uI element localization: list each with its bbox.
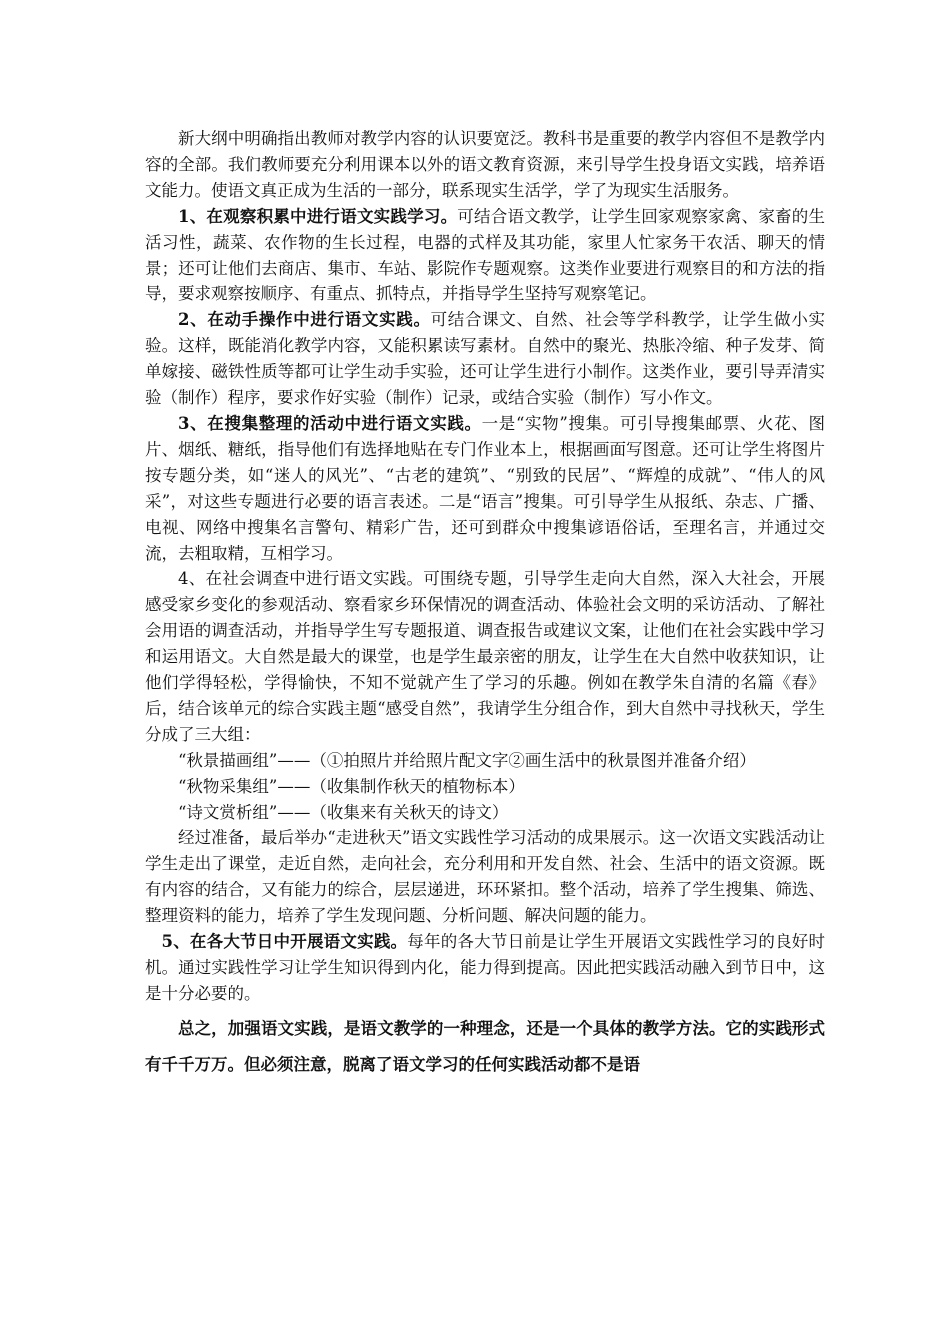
section-1-body: 可结合语文教学，让学生回家观察家禽、家畜的生活习性，蔬菜、农作物的生长过程，电器的式样及其功能，家里人忙家务干农活、聊天的情景；还可让他们去商店、集市、车站、影院作专题观察。这类作业要进行观察目的和方法的指导，要求观察按顺序、有重点、抓特点，并指导学生坚持写观察笔记。 <box>145 206 826 304</box>
document-body <box>145 126 825 1083</box>
summary-paragraph: 经过准备，最后举办“走进秋天”语文实践性学习活动的成果展示。这一次语文实践活动让学生走出了课堂，走近自然，走向社会，充分利用和开发自然、社会、生活中的语文资源。既有内容的结合，又有能力的综合，层层递进，环环紧扣。整个活动，培养了学生搜集、筛选、整理资料的能力，培养了学生发现问题、分析问题、解决问题的能力。 <box>145 828 825 926</box>
section-3-body: 一是“实物”搜集。可引导搜集邮票、火花、图片、烟纸、糖纸，指导他们有选择地贴在专门作业本上，根据画面写图意。还可让学生将图片按专题分类，如“迷人的风光”、“古老的建筑”、“别致的民居”、“辉煌的成就”、“伟人的风采”，对这些专题进行必要的语言表述。二是“语言”搜集。可引导学生从报纸、杂志、广播、电视、网络中搜集名言警句、精彩广告，还可到群众中搜集谚语俗话，至理名言，并通过交流，去粗取精，互相学习。 <box>145 413 825 563</box>
section-3-paragraph <box>145 411 825 566</box>
section-5-heading: 5、在各大节日中开展语文实践。 <box>161 932 408 952</box>
section-3-heading: 3、在搜集整理的活动中进行语文实践。 <box>178 413 482 433</box>
section-4-paragraph: 4、在社会调查中进行语文实践。可围绕专题，引导学生走向大自然，深入大社会，开展感受家乡变化的参观活动、察看家乡环保情况的调查活动、体验社会文明的采访活动、了解社会用语的调查活动，并指导学生写专题报道、调查报告或建议文案，让他们在社会实践中学习和运用语文。大自然是最大的课堂，也是学生最亲密的朋友，让学生在大自然中收获知识，让他们学得轻松，学得愉快，不知不觉就产生了学习的乐趣。例如在教学朱自清的名篇《春》后，结合该单元的综合实践主题“感受自然”，我请学生分组合作，到大自然中寻找秋天，学生分成了三大组： <box>145 569 825 744</box>
section-5-paragraph <box>145 929 825 1007</box>
section-1-heading: 1、在观察积累中进行语文实践学习。 <box>178 206 458 226</box>
section-2-paragraph <box>145 307 825 411</box>
section-2-heading: 2、在动手操作中进行语文实践。 <box>178 310 431 330</box>
group-1-line: “秋景描画组”——（①拍照片并给照片配文字②画生活中的秋景图并准备介绍） <box>178 750 756 770</box>
conclusion-paragraph: 总之，加强语文实践，是语文教学的一种理念，还是一个具体的教学方法。它的实践形式有千千万万。但必须注意，脱离了语文学习的任何实践活动都不是语 <box>145 1018 825 1074</box>
intro-paragraph: 新大纲中明确指出教师对教学内容的认识要宽泛。教科书是重要的教学内容但不是教学内容的全部。我们教师要充分利用课本以外的语文教育资源，来引导学生投身语文实践，培养语文能力。使语文真正成为生活的一部分，联系现实生活学，学了为现实生活服务。 <box>145 129 825 200</box>
group-2-line: “秋物采集组”——（收集制作秋天的植物标本） <box>178 776 525 796</box>
section-1-paragraph <box>145 204 825 308</box>
section-5-body: 每年的各大节日前是让学生开展语文实践性学习的良好时机。通过实践性学习让学生知识得到内化，能力得到提高。因此把实践活动融入到节日中，这是十分必要的。 <box>145 932 826 1003</box>
section-2-body: 可结合课文、自然、社会等学科教学，让学生做小实验。这样，既能消化教学内容，又能积累读写素材。自然中的聚光、热胀冷缩、种子发芽、简单嫁接、磁铁性质等都可让学生动手实验，还可让学生进行小制作。这类作业，要引导弄清实验（制作）程序，要求作好实验（制作）记录，或结合实验（制作）写小作文。 <box>145 310 825 408</box>
group-3-line: “诗文赏析组”——（收集来有关秋天的诗文） <box>178 802 509 822</box>
